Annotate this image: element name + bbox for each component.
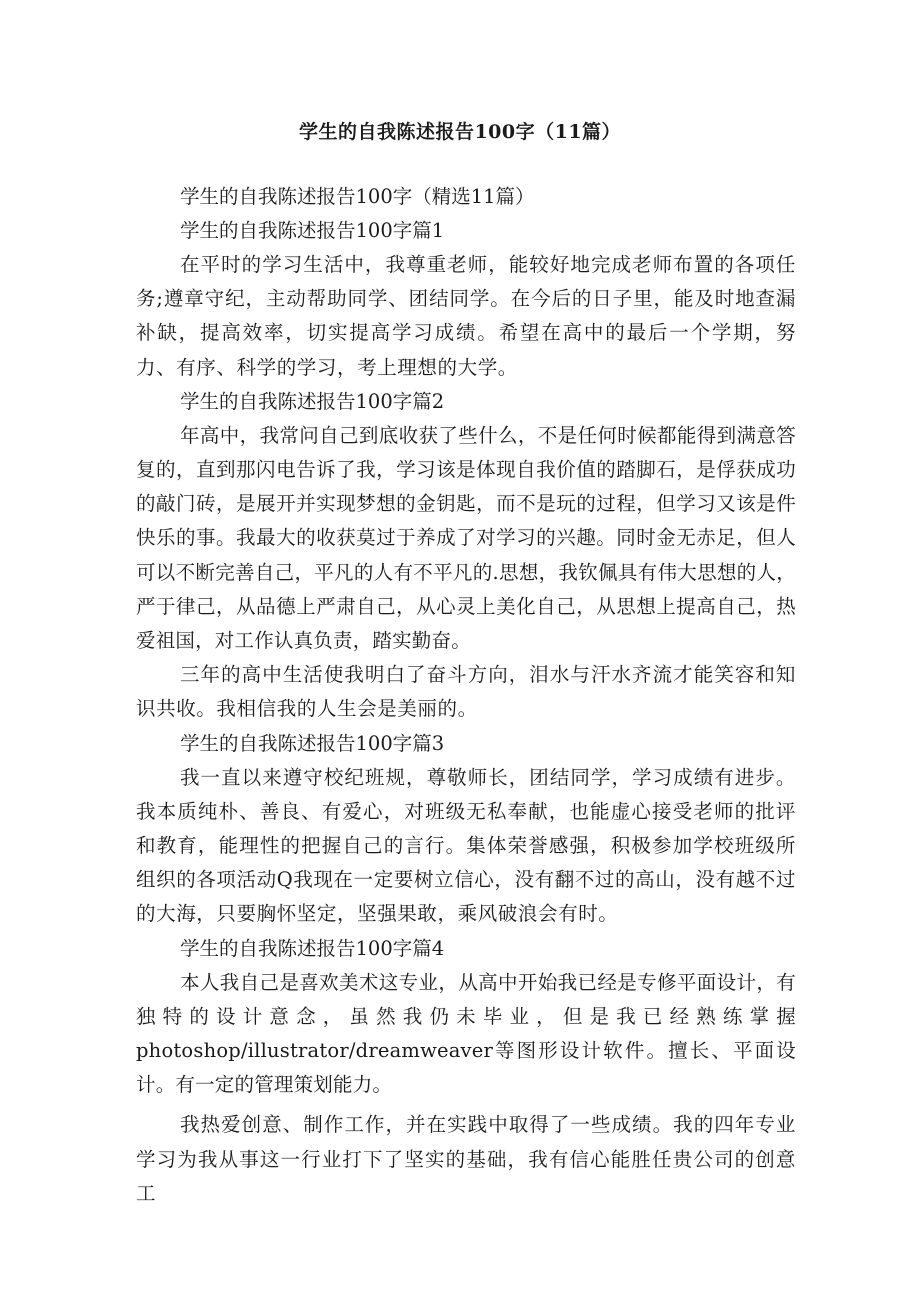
section-2-paragraph-2: 三年的高中生活使我明白了奋斗方向，泪水与汗水齐流才能笑容和知识共收。我相信我的人生会是美丽的。 [136, 663, 796, 721]
section-3-paragraph-1: 我一直以来遵守校纪班规，尊敬师长，团结同学，学习成绩有进步。我本质纯朴、善良、有爱心，对班级无私奉献，也能虚心接受老师的批评和教育，能理性的把握自己的言行。集体荣誉感强，积极参加学校班级所组织的各项活动Q我现在一定要树立信心，没有翻不过的高山，没有越不过的大海，只要胸怀坚定，坚强果敢，乘风破浪会有时。 [136, 765, 796, 926]
section-heading-3: 学生的自我陈述报告100字篇3 [180, 731, 445, 755]
section-4-paragraph-2: 我热爱创意、制作工作，并在实践中取得了一些成绩。我的四年专业学习为我从事这一行业打下了坚实的基础，我有信心能胜任贵公司的创意工 [136, 1113, 796, 1205]
document-title: 学生的自我陈述报告100字（11篇） [298, 121, 622, 143]
section-heading-2: 学生的自我陈述报告100字篇2 [180, 389, 445, 413]
section-4-paragraph-1: 本人我自己是喜欢美术这专业，从高中开始我已经是专修平面设计，有独特的设计意念，虽然我仍未毕业，但是我已经熟练掌握photoshop/illustrator/dreamweaver等图形设计软件。擅长、平面设计。有一定的管理策划能力。 [136, 970, 796, 1097]
document-body [136, 180, 796, 1211]
section-1-paragraph-1: 在平时的学习生活中，我尊重老师，能较好地完成老师布置的各项任务;遵章守纪，主动帮助同学、团结同学。在今后的日子里，能及时地查漏补缺，提高效率，切实提高学习成绩。希望在高中的最后一个学期，努力、有序、科学的学习，考上理想的大学。 [136, 253, 796, 379]
section-2-paragraph-1: 年高中，我常问自己到底收获了些什么，不是任何时候都能得到满意答复的，直到那闪电告诉了我，学习该是体现自我价值的踏脚石，是俘获成功的敲门砖，是展开并实现梦想的金钥匙，而不是玩的过程，但学习又该是件快乐的事。我最大的收获莫过于养成了对学习的兴趣。同时金无赤足，但人可以不断完善自己，平凡的人有不平凡的.思想，我钦佩具有伟大思想的人，严于律己，从品德上严肃自己，从心灵上美化自己，从思想上提高自己，热爱祖国，对工作认真负责，踏实勤奋。 [136, 423, 796, 653]
document-subtitle: 学生的自我陈述报告100字（精选11篇） [180, 185, 535, 208]
section-heading-4: 学生的自我陈述报告100字篇4 [180, 936, 445, 960]
section-heading-1: 学生的自我陈述报告100字篇1 [180, 219, 445, 242]
